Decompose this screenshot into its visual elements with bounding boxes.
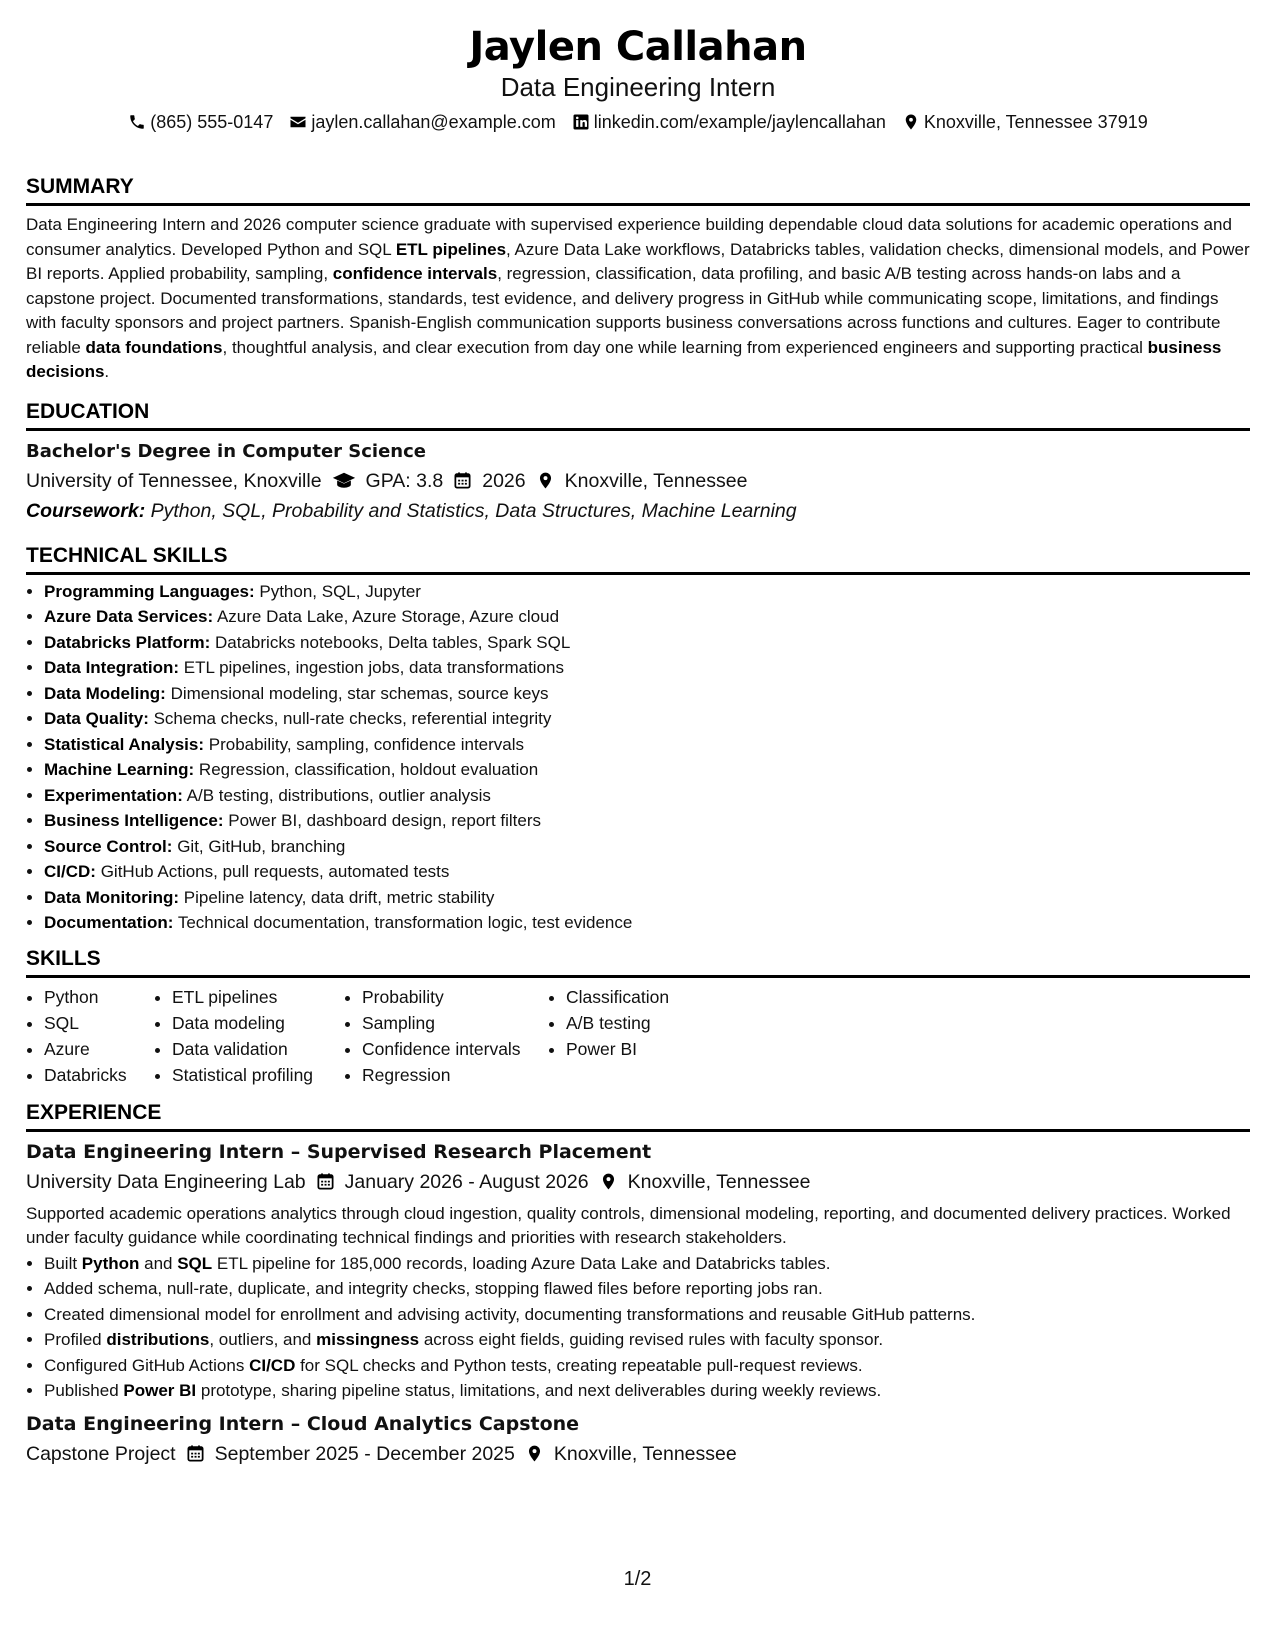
summary-bold: ETL pipelines bbox=[395, 239, 507, 259]
skill-category: CI/CD: bbox=[44, 862, 96, 881]
skill-category: Experimentation: bbox=[44, 785, 183, 805]
bullet-text: across eight fields, guiding revised rules with faculty sponsor. bbox=[419, 1330, 884, 1349]
coursework-line bbox=[26, 497, 1250, 525]
job-dates-item bbox=[316, 1168, 589, 1196]
skill-category: Programming Languages: bbox=[44, 581, 255, 601]
skills-column bbox=[548, 984, 748, 1088]
bullet-bold: CI/CD bbox=[249, 1355, 296, 1375]
contact-email[interactable] bbox=[289, 110, 555, 134]
technical-skill-item bbox=[44, 910, 1250, 936]
skill-values: Databricks notebooks, Delta tables, Spark SQL bbox=[215, 632, 571, 652]
job-description: Supported academic operations analytics through cloud ingestion, quality controls, dimensional modeling, reporting, and documented delivery practices. Worked under faculty guidance while coordinating technical findings and priorities with research stakeholders. bbox=[26, 1203, 1231, 1247]
graduation-cap-icon bbox=[332, 471, 356, 490]
skill-category: Data Modeling: bbox=[44, 683, 166, 703]
technical-skill-item bbox=[44, 885, 1250, 911]
skill-item: • SQL bbox=[44, 1010, 154, 1036]
skill-item: • Classification bbox=[566, 984, 748, 1010]
technical-skill-item bbox=[44, 859, 1250, 885]
skills-column bbox=[344, 984, 548, 1088]
job-org: University Data Engineering Lab bbox=[26, 1170, 306, 1193]
bullet-text: Created dimensional model for enrollment and advising activity, documenting transformations and reusable GitHub patterns. bbox=[44, 1304, 976, 1324]
technical-skills-heading: TECHNICAL SKILLS bbox=[26, 543, 1250, 575]
skill-values: Git, GitHub, branching bbox=[177, 836, 346, 856]
job-entry bbox=[26, 1138, 1250, 1404]
technical-skill-item bbox=[44, 681, 1250, 707]
degree-title: Bachelor's Degree in Computer Science bbox=[26, 440, 426, 462]
map-pin-icon bbox=[599, 1172, 618, 1191]
bullet-text: Built bbox=[44, 1253, 82, 1273]
skill-values: Technical documentation, transformation logic, test evidence bbox=[177, 913, 633, 932]
page-number: 1/2 bbox=[623, 1568, 652, 1590]
summary-part: . bbox=[104, 362, 110, 381]
job-location-item bbox=[525, 1440, 737, 1468]
bullet-bold: distributions bbox=[106, 1330, 210, 1349]
edu-location-text: Knoxville, Tennessee bbox=[564, 469, 748, 492]
skill-values: Power BI, dashboard design, report filters bbox=[228, 811, 542, 830]
skill-values: A/B testing, distributions, outlier analysis bbox=[186, 785, 491, 805]
school-name: University of Tennessee, Knoxville bbox=[26, 469, 322, 492]
job-bullet bbox=[44, 1302, 1250, 1328]
bullet-bold: SQL bbox=[177, 1253, 213, 1273]
bullet-text: Published bbox=[44, 1381, 124, 1400]
contact-linkedin[interactable] bbox=[572, 110, 886, 134]
job-dates: September 2025 - December 2025 bbox=[214, 1442, 515, 1465]
location-text: Knoxville, Tennessee 37919 bbox=[923, 112, 1148, 132]
job-meta bbox=[26, 1168, 1250, 1196]
summary-part: , thoughtful analysis, and clear execution from day one while learning from experienced engineers and supporting practical bbox=[222, 337, 1148, 357]
skill-item: • Data modeling bbox=[172, 1010, 344, 1036]
skill-item: • Regression bbox=[362, 1062, 548, 1088]
summary-bold: business decisions bbox=[26, 337, 1222, 381]
skill-values: Dimensional modeling, star schemas, source keys bbox=[170, 683, 549, 703]
job-bullet bbox=[44, 1251, 1250, 1277]
bullet-text: Configured GitHub Actions bbox=[44, 1355, 250, 1375]
skill-item: • Data validation bbox=[172, 1036, 344, 1062]
summary-text bbox=[26, 213, 1250, 385]
technical-skills-list bbox=[26, 579, 1250, 936]
skills-section bbox=[26, 946, 1250, 1088]
skill-category: Databricks Platform: bbox=[44, 632, 211, 652]
email-text[interactable]: jaylen.callahan@example.com bbox=[311, 112, 556, 132]
skill-values: Azure Data Lake, Azure Storage, Azure cloud bbox=[216, 607, 560, 626]
skills-columns bbox=[26, 984, 1250, 1088]
job-bullet bbox=[44, 1327, 1250, 1353]
skills-heading: SKILLS bbox=[26, 946, 1250, 978]
skill-category: Data Monitoring: bbox=[44, 887, 180, 907]
bullet-text: , outliers, and bbox=[209, 1330, 317, 1349]
contact-line bbox=[26, 110, 1250, 134]
job-dates-item bbox=[186, 1440, 515, 1468]
skills-column bbox=[154, 984, 344, 1088]
technical-skill-item bbox=[44, 655, 1250, 681]
technical-skill-item bbox=[44, 630, 1250, 656]
coursework-text: Python, SQL, Probability and Statistics, Data Structures, Machine Learning bbox=[150, 499, 797, 522]
technical-skills-section bbox=[26, 543, 1250, 936]
job-title: Data Engineering Intern – Cloud Analytics Capstone bbox=[26, 1412, 580, 1435]
bullet-bold: Python bbox=[81, 1253, 140, 1273]
map-pin-icon bbox=[902, 113, 920, 131]
resume-header bbox=[26, 22, 1250, 134]
gpa-text: GPA: 3.8 bbox=[365, 469, 444, 492]
education-meta bbox=[26, 467, 1250, 495]
coursework-label: Coursework: bbox=[26, 499, 146, 522]
bullet-bold: Power BI bbox=[123, 1381, 197, 1400]
calendar-icon bbox=[316, 1172, 335, 1191]
skill-item: • Databricks bbox=[44, 1062, 154, 1088]
job-location: Knoxville, Tennessee bbox=[627, 1170, 811, 1193]
bullet-text: ETL pipeline for 185,000 records, loading Azure Data Lake and Databricks tables. bbox=[212, 1253, 831, 1273]
resume-page bbox=[26, 0, 1250, 1468]
skill-values: Regression, classification, holdout evaluation bbox=[198, 760, 539, 779]
skill-item: • Confidence intervals bbox=[362, 1036, 548, 1062]
education-heading: EDUCATION bbox=[26, 399, 1250, 431]
skill-item: • Statistical profiling bbox=[172, 1062, 344, 1088]
skill-item: • Python bbox=[44, 984, 154, 1010]
technical-skill-item bbox=[44, 808, 1250, 834]
calendar-icon bbox=[453, 471, 472, 490]
skill-category: Source Control: bbox=[44, 836, 173, 856]
summary-section bbox=[26, 174, 1250, 385]
skill-item: • ETL pipelines bbox=[172, 984, 344, 1010]
map-pin-icon bbox=[525, 1444, 544, 1463]
phone-text: (865) 555-0147 bbox=[150, 112, 274, 132]
skill-values: Python, SQL, Jupyter bbox=[259, 581, 421, 601]
skill-item: • Sampling bbox=[362, 1010, 548, 1036]
linkedin-icon bbox=[572, 113, 590, 131]
bullet-text: prototype, sharing pipeline status, limitations, and next deliverables during weekly reviews. bbox=[196, 1381, 882, 1400]
summary-part: , Azure Data Lake workflows, Databricks tables, validation checks, dimensional models, and Power BI reports. Applied probability, sampling, bbox=[26, 239, 1250, 283]
technical-skill-item bbox=[44, 834, 1250, 860]
summary-part: Data Engineering Intern and 2026 computer science graduate with supervised experience building dependable cloud data solutions for academic operations and consumer analytics. Developed Python and SQL bbox=[26, 215, 1232, 259]
job-org: Capstone Project bbox=[26, 1442, 176, 1465]
skill-values: GitHub Actions, pull requests, automated tests bbox=[100, 862, 450, 881]
skill-item: • Power BI bbox=[566, 1036, 748, 1062]
bullet-text: for SQL checks and Python tests, creating repeatable pull-request reviews. bbox=[295, 1355, 863, 1375]
summary-part: , regression, classification, data profiling, and basic A/B testing across hands-on labs and a capstone project. Documented transformations, standards, test evidence, and delivery progress in GitHub while communicating scope, limitations, and findings with faculty sponsors and project partners. Spanish-English communication supports business conversations across functions and cultures. Eager to contribute reliable bbox=[26, 264, 1221, 357]
skill-category: Business Intelligence: bbox=[44, 811, 224, 830]
experience-section bbox=[26, 1100, 1250, 1468]
technical-skill-item bbox=[44, 706, 1250, 732]
summary-bold: confidence intervals bbox=[332, 264, 498, 283]
job-location: Knoxville, Tennessee bbox=[553, 1442, 737, 1465]
phone-icon bbox=[128, 113, 146, 131]
envelope-icon bbox=[289, 113, 307, 131]
technical-skill-item bbox=[44, 757, 1250, 783]
calendar-icon bbox=[186, 1444, 205, 1463]
summary-bold: data foundations bbox=[85, 337, 223, 357]
skill-item: • A/B testing bbox=[566, 1010, 748, 1036]
skill-values: Probability, sampling, confidence intervals bbox=[208, 734, 525, 754]
skill-values: ETL pipelines, ingestion jobs, data transformations bbox=[183, 658, 564, 677]
summary-heading: SUMMARY bbox=[26, 174, 1250, 206]
contact-phone bbox=[128, 110, 273, 134]
skill-item: • Probability bbox=[362, 984, 548, 1010]
linkedin-text[interactable]: linkedin.com/example/jaylencallahan bbox=[593, 112, 886, 132]
skill-category: Data Quality: bbox=[44, 709, 149, 728]
skill-category: Azure Data Services: bbox=[44, 607, 214, 626]
skill-category: Documentation: bbox=[44, 913, 174, 932]
skill-values: Pipeline latency, data drift, metric stability bbox=[183, 887, 495, 907]
job-bullet bbox=[44, 1353, 1250, 1379]
job-entry bbox=[26, 1410, 1250, 1468]
year-text: 2026 bbox=[482, 469, 526, 492]
year-item bbox=[453, 467, 525, 495]
technical-skill-item bbox=[44, 579, 1250, 605]
skill-category: Data Integration: bbox=[44, 658, 180, 677]
skill-item: • Azure bbox=[44, 1036, 154, 1062]
job-dates: January 2026 - August 2026 bbox=[344, 1170, 589, 1193]
job-meta bbox=[26, 1440, 1250, 1468]
edu-location-item bbox=[536, 467, 748, 495]
technical-skill-item bbox=[44, 604, 1250, 630]
bullet-text: Profiled bbox=[44, 1330, 107, 1349]
contact-location bbox=[902, 110, 1148, 134]
gpa-item bbox=[332, 467, 444, 495]
job-location-item bbox=[599, 1168, 811, 1196]
skill-values: Schema checks, null-rate checks, referential integrity bbox=[153, 709, 552, 728]
bullet-text: and bbox=[139, 1253, 178, 1273]
skill-category: Machine Learning: bbox=[44, 760, 195, 779]
education-section bbox=[26, 399, 1250, 525]
job-bullet bbox=[44, 1276, 1250, 1302]
map-pin-icon bbox=[536, 471, 555, 490]
bullet-bold: missingness bbox=[316, 1330, 420, 1349]
job-title: Data Engineering Intern – Supervised Research Placement bbox=[26, 1140, 652, 1163]
candidate-role: Data Engineering Intern bbox=[500, 72, 776, 102]
experience-heading: EXPERIENCE bbox=[26, 1100, 1250, 1132]
skill-category: Statistical Analysis: bbox=[44, 734, 204, 754]
skills-column bbox=[26, 984, 154, 1088]
job-bullets bbox=[26, 1251, 1250, 1404]
bullet-text: Added schema, null-rate, duplicate, and integrity checks, stopping flawed files before reporting jobs ran. bbox=[44, 1279, 823, 1298]
technical-skill-item bbox=[44, 783, 1250, 809]
technical-skill-item bbox=[44, 732, 1250, 758]
job-bullet bbox=[44, 1378, 1250, 1404]
candidate-name: Jaylen Callahan bbox=[469, 24, 807, 70]
